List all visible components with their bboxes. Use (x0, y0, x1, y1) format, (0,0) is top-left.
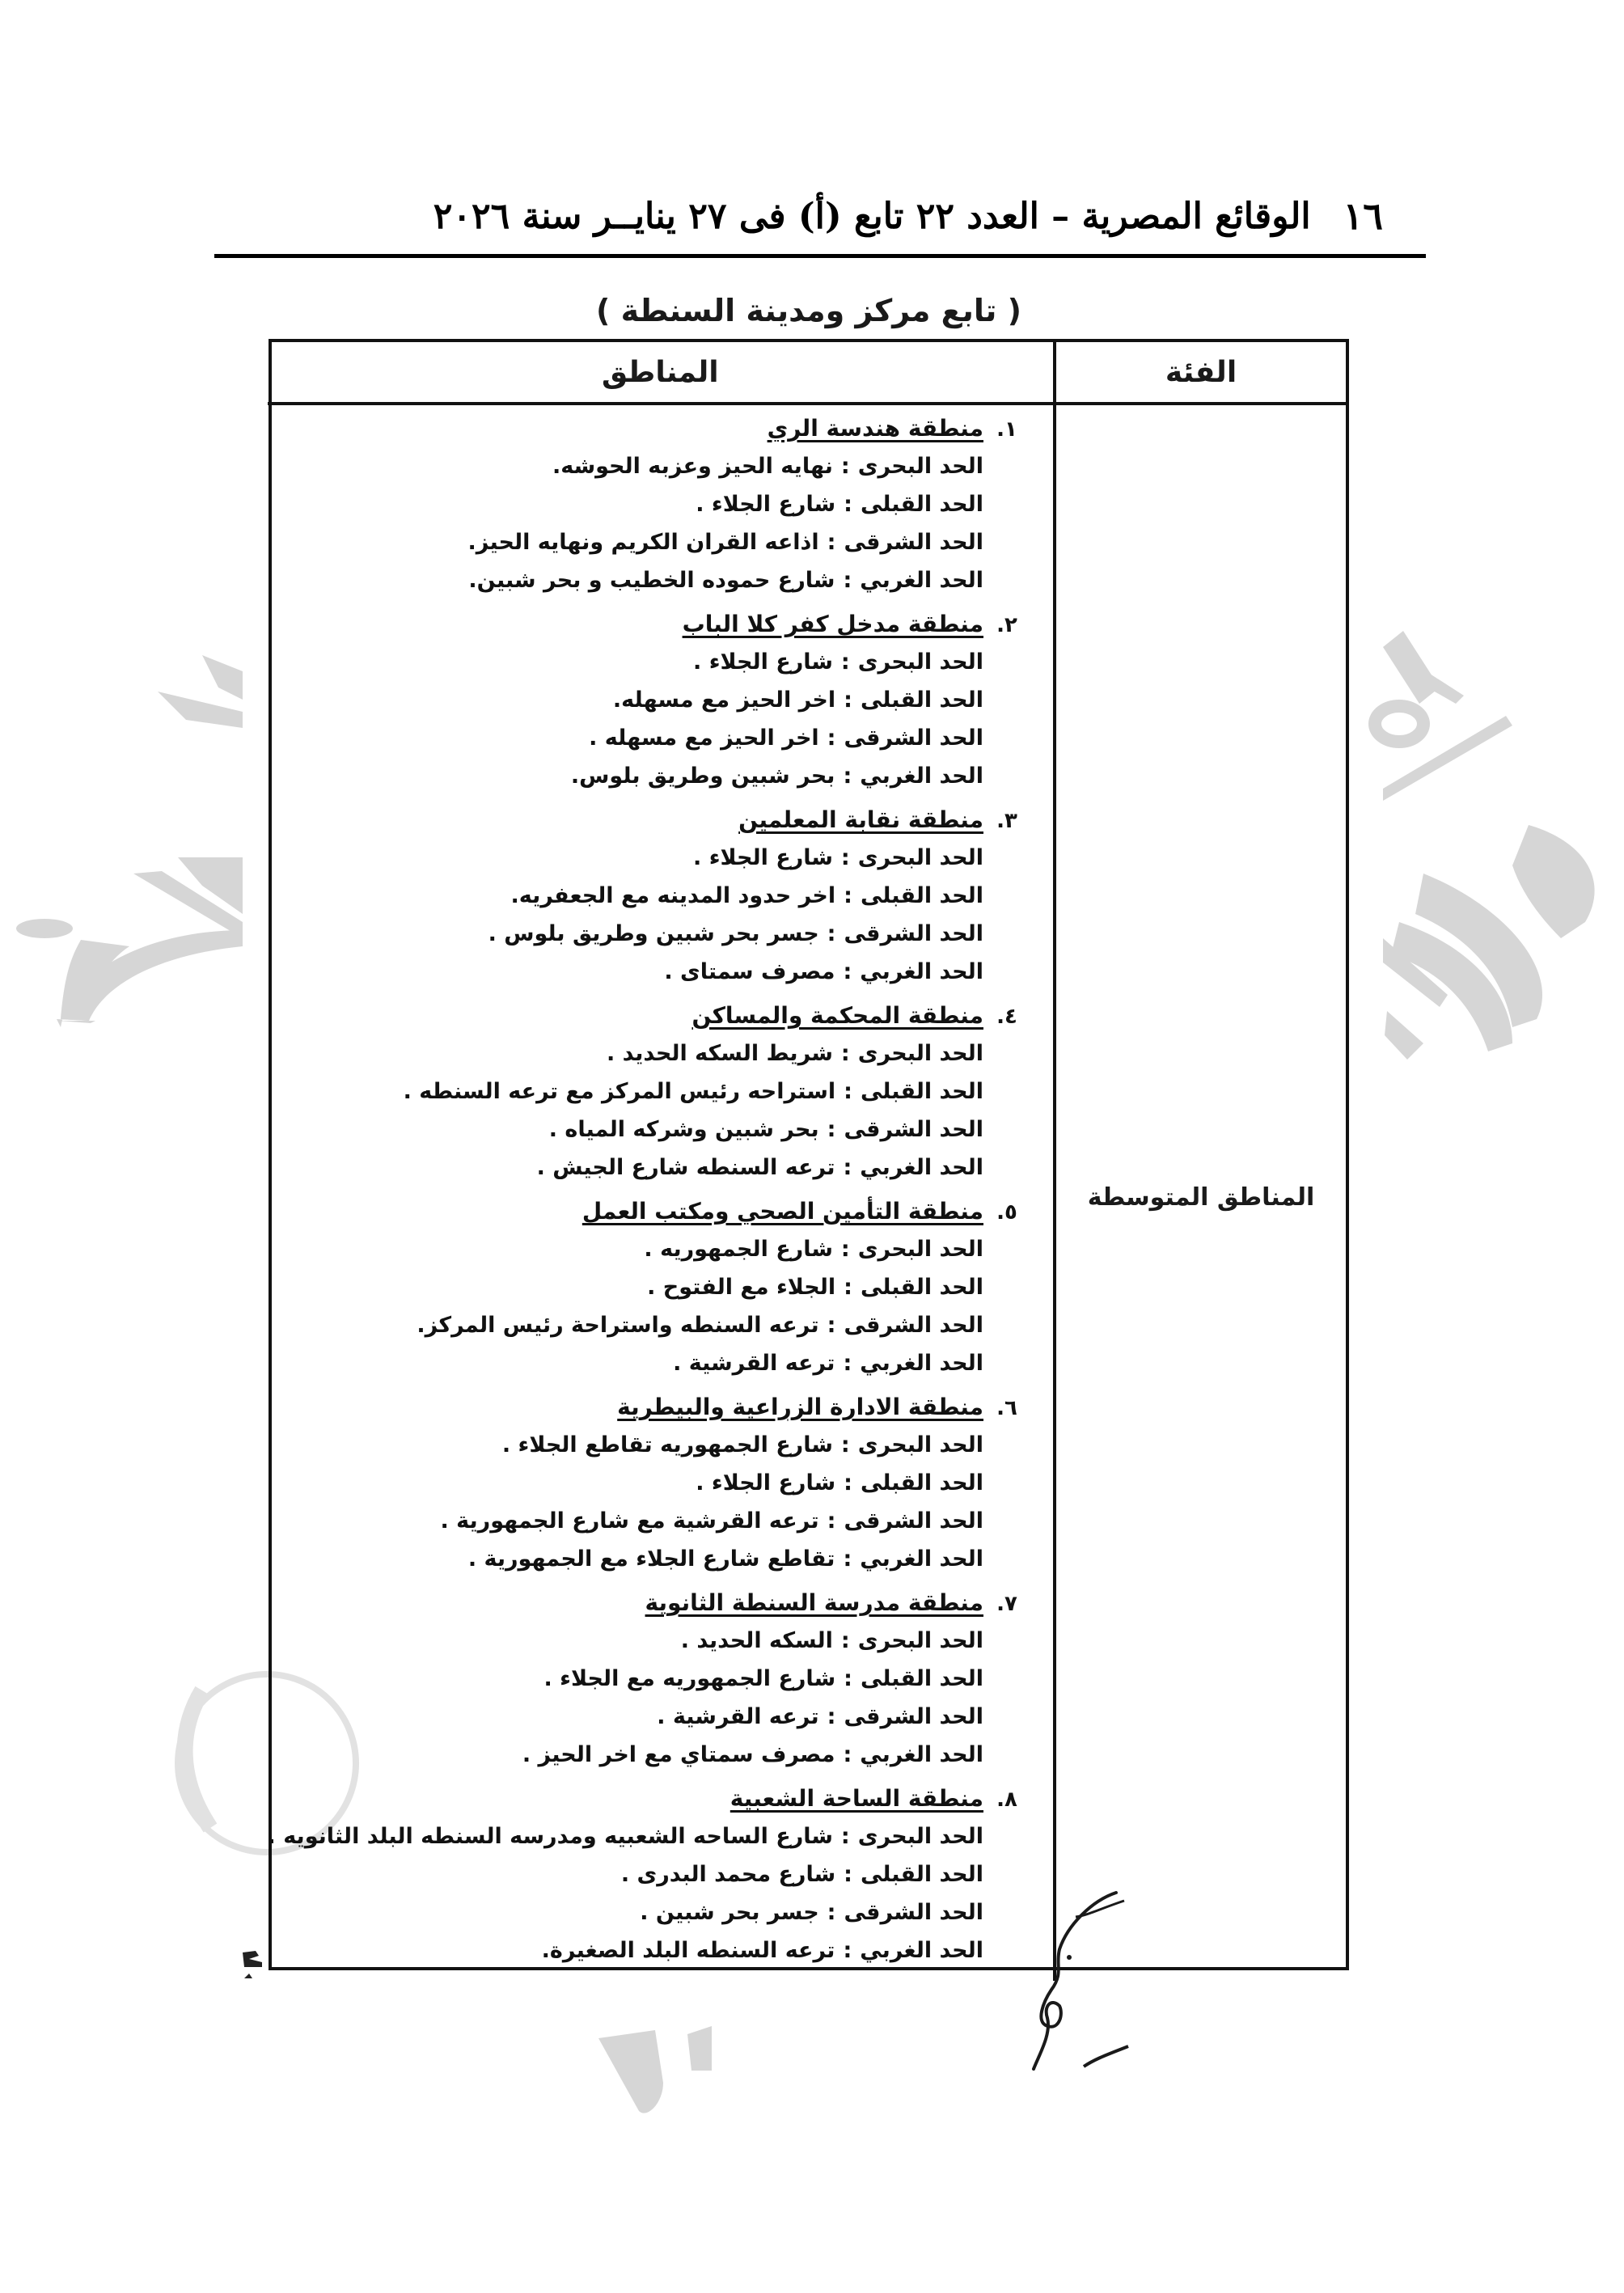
boundary-label: الحد القبلى (860, 883, 983, 908)
boundary-north (268, 1034, 1030, 1072)
boundary-separator: : (840, 1041, 850, 1066)
boundary-west (268, 1931, 1030, 1969)
boundary-value: مصرف سمتاى . (664, 959, 835, 984)
boundary-label: الحد القبلى (860, 1862, 983, 1887)
boundary-east (268, 719, 1030, 757)
boundary-north (268, 1622, 1030, 1660)
boundary-north (268, 643, 1030, 681)
boundary-label: الحد الغربي (860, 959, 983, 984)
boundary-separator: : (844, 492, 852, 517)
boundary-separator: : (827, 1313, 836, 1338)
boundary-value: جسر بحر شبين وطريق بلوس . (488, 921, 819, 946)
boundary-label: الحد القبلى (860, 687, 983, 713)
boundary-north (268, 1426, 1030, 1464)
header-category: الفئة (1053, 342, 1346, 405)
boundary-separator: : (844, 1275, 852, 1300)
boundary-value: ترعه القرشية . (657, 1704, 819, 1729)
boundary-separator: : (840, 845, 850, 870)
boundary-separator: : (844, 687, 852, 713)
zone-item (268, 1394, 1030, 1578)
zone-name: منطقة الادارة الزراعية والبيطرية (617, 1394, 983, 1420)
boundary-separator: : (843, 1742, 852, 1767)
zone-number: ٦. (996, 1396, 1017, 1420)
boundary-value: شارع الجمهوريه تقاطع الجلاء . (501, 1432, 833, 1457)
zone-number: ٧. (996, 1592, 1017, 1616)
boundary-value: ترعه السنطه البلد الصغيرة. (541, 1938, 835, 1963)
boundary-value: شارع الجمهوريه . (644, 1237, 833, 1262)
boundary-value: مصرف سمتاي مع اخر الحيز . (522, 1742, 835, 1767)
boundary-label: الحد الغربي (860, 568, 983, 593)
zone-name: منطقة مدخل كفر كلا الباب (682, 611, 983, 637)
boundary-east (268, 523, 1030, 561)
boundary-south (268, 1072, 1030, 1111)
boundary-value: الجلاء مع الفتوح . (647, 1275, 836, 1300)
boundary-value: شارع الجلاء . (693, 649, 833, 675)
boundary-south (268, 1464, 1030, 1502)
boundary-label: الحد البحرى (857, 454, 983, 479)
zone-name: منطقة الساحة الشعبية (730, 1785, 983, 1812)
boundary-label: الحد البحرى (857, 1432, 983, 1457)
boundary-value: ترعه القرشية مع شارع الجمهورية . (440, 1508, 819, 1534)
category-cell: المناطق المتوسطة (1053, 405, 1346, 1981)
boundary-label: الحد القبلى (860, 1470, 983, 1496)
boundary-value: بحر شبين وطريق بلوس. (570, 764, 835, 789)
header-zones: المناطق (268, 342, 1053, 405)
boundary-value: شارع الجلاء . (696, 492, 836, 517)
zone-heading (268, 1785, 1030, 1817)
zone-name: منطقة التأمين الصحي ومكتب العمل (582, 1198, 983, 1225)
boundary-label: الحد الشرقى (844, 1900, 983, 1925)
boundary-value: ترعه القرشية . (673, 1351, 835, 1376)
boundary-value: تقاطع شارع الجلاء مع الجمهورية . (467, 1546, 835, 1572)
boundary-label: الحد الشرقى (844, 921, 983, 946)
zone-number: ٣. (996, 809, 1017, 833)
boundary-label: الحد الغربي (860, 1546, 983, 1572)
zone-heading (268, 1002, 1030, 1034)
zone-item (268, 1589, 1030, 1774)
boundary-west (268, 561, 1030, 599)
boundary-value: بحر شبين وشركه المياه . (548, 1117, 819, 1142)
signature-icon (1027, 1885, 1132, 2071)
boundary-south (268, 681, 1030, 719)
boundary-separator: : (843, 1351, 852, 1376)
boundary-west (268, 1540, 1030, 1578)
boundary-north (268, 839, 1030, 877)
boundary-separator: : (844, 1666, 852, 1691)
boundary-label: الحد الغربي (860, 1155, 983, 1180)
boundary-label: الحد القبلى (860, 1079, 983, 1104)
boundary-west (268, 1344, 1030, 1382)
boundary-label: الحد الشرقى (844, 530, 983, 555)
zone-name: منطقة مدرسة السنطة الثانوية (645, 1589, 983, 1616)
boundary-label: الحد القبلى (860, 492, 983, 517)
boundary-separator: : (827, 1117, 836, 1142)
boundary-separator: : (827, 530, 836, 555)
boundary-label: الحد البحرى (857, 1041, 983, 1066)
boundary-separator: : (844, 1079, 852, 1104)
boundary-value: جسر بحر شبين . (640, 1900, 819, 1925)
boundary-separator: : (843, 764, 852, 789)
zone-heading (268, 611, 1030, 643)
zone-number: ١. (996, 417, 1017, 442)
zone-item (268, 1198, 1030, 1382)
zone-number: ٥. (996, 1200, 1017, 1225)
boundary-label: الحد البحرى (857, 845, 983, 870)
boundary-label: الحد البحرى (857, 649, 983, 675)
boundary-label: الحد الشرقى (844, 1508, 983, 1534)
boundary-value: شارع حموده الخطيب و بحر شبين. (468, 568, 835, 593)
boundary-separator: : (843, 1938, 852, 1963)
page-number: ١٦ (1343, 194, 1383, 238)
boundary-label: الحد الغربي (860, 1351, 983, 1376)
boundary-label: الحد البحرى (857, 1237, 983, 1262)
boundary-value: ترعه السنطه واستراحة رئيس المركز. (417, 1313, 819, 1338)
boundary-east (268, 1306, 1030, 1344)
boundary-value: شارع الجلاء . (693, 845, 833, 870)
zone-name: منطقة نقابة المعلمين (738, 806, 983, 833)
boundary-label: الحد القبلى (860, 1275, 983, 1300)
boundary-value: شارع الجلاء . (696, 1470, 836, 1496)
document-title: ( تابع مركز ومدينة السنطة ) (595, 293, 1021, 328)
boundary-separator: : (827, 1508, 836, 1534)
zone-item (268, 611, 1030, 795)
boundary-east (268, 1698, 1030, 1736)
boundary-value: شارع الساحه الشعبيه ومدرسه السنطه البلد الثانويه . (267, 1824, 833, 1849)
boundary-separator: : (844, 1862, 852, 1887)
boundary-separator: : (843, 568, 852, 593)
zone-name: منطقة المحكمة والمساكن (691, 1002, 983, 1029)
boundary-value: ترعه السنطه شارع الجيش . (536, 1155, 835, 1180)
boundary-west (268, 953, 1030, 991)
boundary-value: اخر الحيز مع مسهله . (589, 726, 819, 751)
boundary-separator: : (827, 726, 836, 751)
boundary-value: اخر الحيز مع مسهله. (612, 687, 836, 713)
zone-item (268, 1002, 1030, 1187)
boundary-separator: : (827, 921, 836, 946)
boundary-separator: : (827, 1704, 836, 1729)
zone-heading (268, 806, 1030, 839)
zone-item (268, 1785, 1030, 1969)
boundary-label: الحد البحرى (857, 1628, 983, 1653)
zone-number: ٨. (996, 1787, 1017, 1812)
boundary-north (268, 1817, 1030, 1855)
boundary-separator: : (840, 1432, 850, 1457)
boundary-value: استراحه رئيس المركز مع ترعه السنطه . (403, 1079, 836, 1104)
gazette-issue-title: الوقائع المصرية – العدد ٢٢ تابع (أ) فى ٢٧ ينايــر سنة ٢٠٢٦ (433, 195, 1311, 237)
boundary-label: الحد الشرقى (844, 1704, 983, 1729)
boundary-label: الحد الشرقى (844, 1117, 983, 1142)
zone-item (268, 415, 1030, 599)
boundary-west (268, 1149, 1030, 1187)
zone-number: ٢. (996, 613, 1017, 637)
boundary-label: الحد البحرى (857, 1824, 983, 1849)
boundary-separator: : (827, 1900, 836, 1925)
page-header-line (214, 188, 1427, 244)
boundary-label: الحد الشرقى (844, 726, 983, 751)
boundary-south (268, 1268, 1030, 1306)
boundary-separator: : (840, 649, 850, 675)
boundary-north (268, 1230, 1030, 1268)
boundary-separator: : (844, 1470, 852, 1496)
boundary-east (268, 915, 1030, 953)
zone-heading (268, 1394, 1030, 1426)
zone-name: منطقة هندسة الري (767, 415, 983, 442)
boundary-value: السكه الحديد . (680, 1628, 833, 1653)
header-divider (214, 254, 1426, 258)
boundary-west (268, 757, 1030, 795)
boundary-south (268, 877, 1030, 915)
stamp-fragment-icon (241, 1949, 264, 1982)
zones-table (269, 339, 1349, 1970)
boundary-separator: : (840, 1237, 850, 1262)
zone-item (268, 806, 1030, 991)
boundary-value: شريط السكه الحديد . (606, 1041, 833, 1066)
boundary-south (268, 1855, 1030, 1893)
boundary-label: الحد القبلى (860, 1666, 983, 1691)
boundary-east (268, 1111, 1030, 1149)
boundary-value: شارع محمد البدرى . (620, 1862, 836, 1887)
boundary-west (268, 1736, 1030, 1774)
boundary-south (268, 1660, 1030, 1698)
boundary-separator: : (840, 454, 850, 479)
zone-heading (268, 1589, 1030, 1622)
boundary-label: الحد الغربي (860, 1938, 983, 1963)
zones-cell (268, 405, 1053, 1981)
boundary-south (268, 485, 1030, 523)
boundary-separator: : (843, 1155, 852, 1180)
boundary-separator: : (844, 883, 852, 908)
boundary-label: الحد الغربي (860, 1742, 983, 1767)
boundary-value: شارع الجمهوريه مع الجلاء . (543, 1666, 836, 1691)
zone-heading (268, 1198, 1030, 1230)
boundary-value: اذاعه القران الكريم ونهايه الحيز. (467, 530, 819, 555)
boundary-label: الحد الشرقى (844, 1313, 983, 1338)
zone-number: ٤. (996, 1005, 1017, 1029)
boundary-east (268, 1893, 1030, 1931)
boundary-east (268, 1502, 1030, 1540)
boundary-value: اخر حدود المدينه مع الجعفريه. (510, 883, 836, 908)
boundary-north (268, 447, 1030, 485)
boundary-separator: : (843, 1546, 852, 1572)
boundary-separator: : (840, 1824, 850, 1849)
boundary-separator: : (843, 959, 852, 984)
boundary-value: نهايه الحيز وعزبه الحوشه. (552, 454, 833, 479)
boundary-separator: : (840, 1628, 850, 1653)
zone-heading (268, 415, 1030, 447)
boundary-label: الحد الغربي (860, 764, 983, 789)
